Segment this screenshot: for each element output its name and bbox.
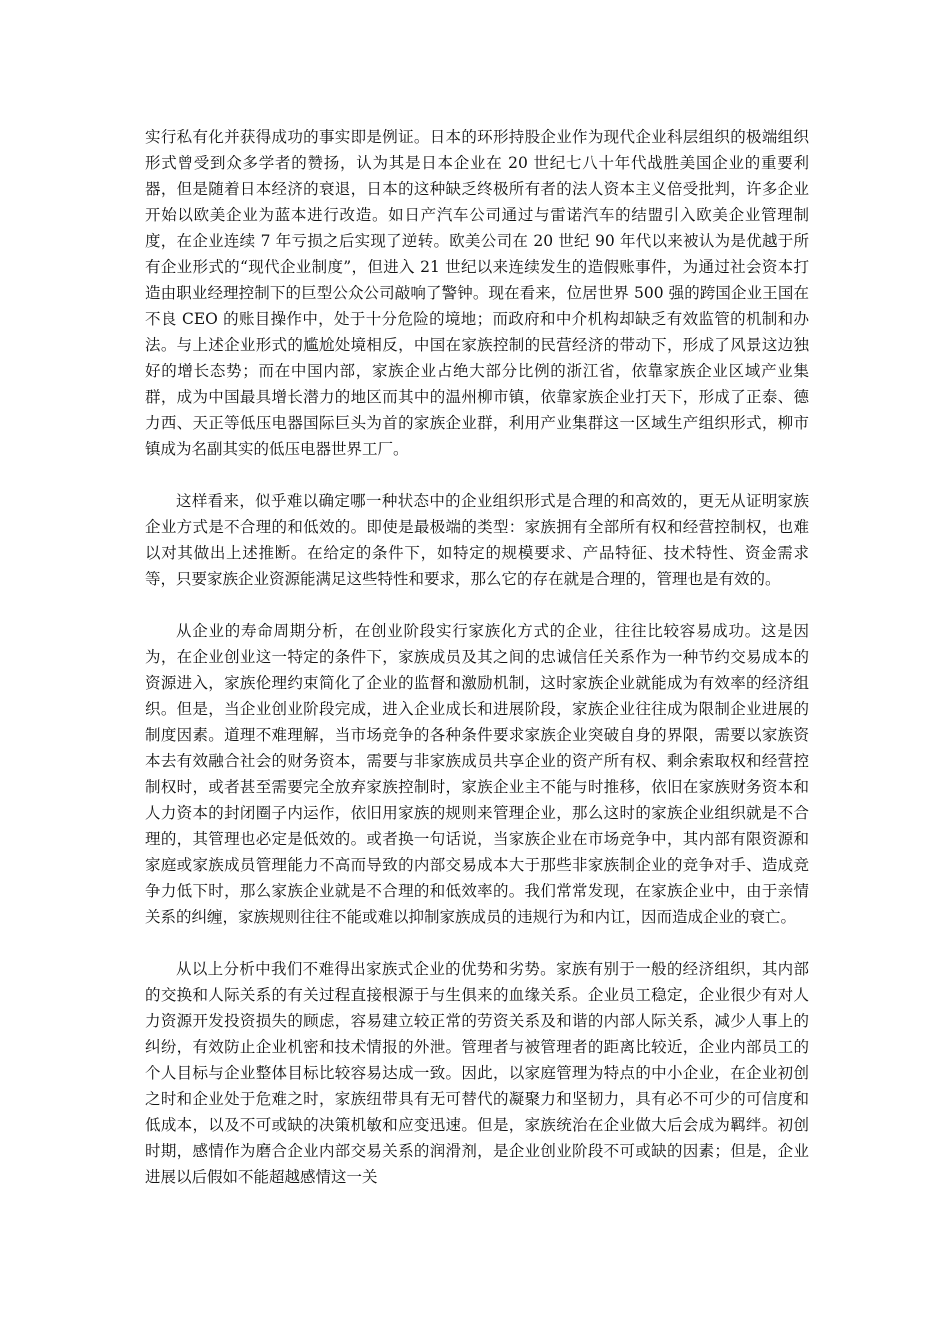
document-body (145, 124, 809, 1216)
paragraph-4: 从以上分析中我们不难得出家族式企业的优势和劣势。家族有别于一般的经济组织，其内部的交换和人际关系的有关过程直接根源于与生俱来的血缘关系。企业员工稳定，企业很少有对人力资源开发投资损失的顾虑，容易建立较正常的劳资关系及和谐的内部人际关系，减少人事上的纠纷，有效防止企业机密和技术情报的外泄。管理者与被管理者的距离比较近，企业内部员工的个人目标与企业整体目标比较容易达成一致。因此，以家庭管理为特点的中小企业，在企业初创之时和企业处于危难之时，家族纽带具有无可替代的凝聚力和坚韧力，具有必不可少的可信度和低成本，以及不可或缺的决策机敏和应变迅速。但是，家族统治在企业做大后会成为羁绊。初创时期，感情作为磨合企业内部交易关系的润滑剂，是企业创业阶段不可或缺的因素；但是，企业进展以后假如不能超越感情这一关 (145, 960, 809, 1186)
paragraph-2: 这样看来，似乎难以确定哪一种状态中的企业组织形式是合理的和高效的，更无从证明家族企业方式是不合理的和低效的。即使是最极端的类型：家族拥有全部所有权和经营控制权，也难以对其做出上述推断。在给定的条件下，如特定的规模要求、产品特征、技术特性、资金需求等，只要家族企业资源能满足这些特性和要求，那么它的存在就是合理的，管理也是有效的。 (145, 492, 809, 588)
paragraph-1: 实行私有化并获得成功的事实即是例证。日本的环形持股企业作为现代企业科层组织的极端组织形式曾受到众多学者的赞扬，认为其是日本企业在 20 世纪七八十年代战胜美国企业的重要利器，但是随着日本经济的衰退，日本的这种缺乏终极所有者的法人资本主义倍受批判，许多企业开始以欧美企业为蓝本进行改造。如日产汽车公司通过与雷诺汽车的结盟引入欧美企业管理制度，在企业连续 7 年亏损之后实现了逆转。欧美公司在 20 世纪 90 年代以来被认为是优越于所有企业形式的“现代企业制度”，但进入 21 世纪以来连续发生的造假账事件，为通过社会资本打造由职业经理控制下的巨型公众公司敲响了警钟。现在看来，位居世界 500 强的跨国企业王国在不良 CEO 的账目操作中，处于十分危险的境地；而政府和中介机构却缺乏有效监管的机制和办法。与上述企业形式的尴尬处境相反，中国在家族控制的民营经济的带动下，形成了风景这边独好的增长态势；而在中国内部，家族企业占绝大部分比例的浙江省，依靠家族企业区域产业集群，成为中国最具增长潜力的地区而其中的温州柳市镇，依靠家族企业打天下，形成了正泰、德力西、天正等低压电器国际巨头为首的家族企业群，利用产业集群这一区域生产组织形式，柳市镇成为名副其实的低压电器世界工厂。 (145, 128, 809, 458)
paragraph-3: 从企业的寿命周期分析，在创业阶段实行家族化方式的企业，往往比较容易成功。这是因为，在企业创业这一特定的条件下，家族成员及其之间的忠诚信任关系作为一种节约交易成本的资源进入，家族伦理约束简化了企业的监督和激励机制，这时家族企业就能成为有效率的经济组织。但是，当企业创业阶段完成，进入企业成长和进展阶段，家族企业往往成为限制企业进展的制度因素。道理不难理解，当市场竞争的各种条件要求家族企业突破自身的界限，需要以家族资本去有效融合社会的财务资本，需要与非家族成员共享企业的资产所有权、剩余索取权和经营控制权时，或者甚至需要完全放弃家族控制时，家族企业主不能与时推移，依旧在家族财务资本和人力资本的封闭圈子内运作，依旧用家族的规则来管理企业，那么这时的家族企业组织就是不合理的，其管理也必定是低效的。或者换一句话说，当家族企业在市场竞争中，其内部有限资源和家庭或家族成员管理能力不高而导致的内部交易成本大于那些非家族制企业的竞争对手、造成竞争力低下时，那么家族企业就是不合理的和低效率的。我们常常发现，在家族企业中，由于亲情关系的纠缠，家族规则往往不能或难以抑制家族成员的违规行为和内讧，因而造成企业的衰亡。 (145, 622, 809, 926)
